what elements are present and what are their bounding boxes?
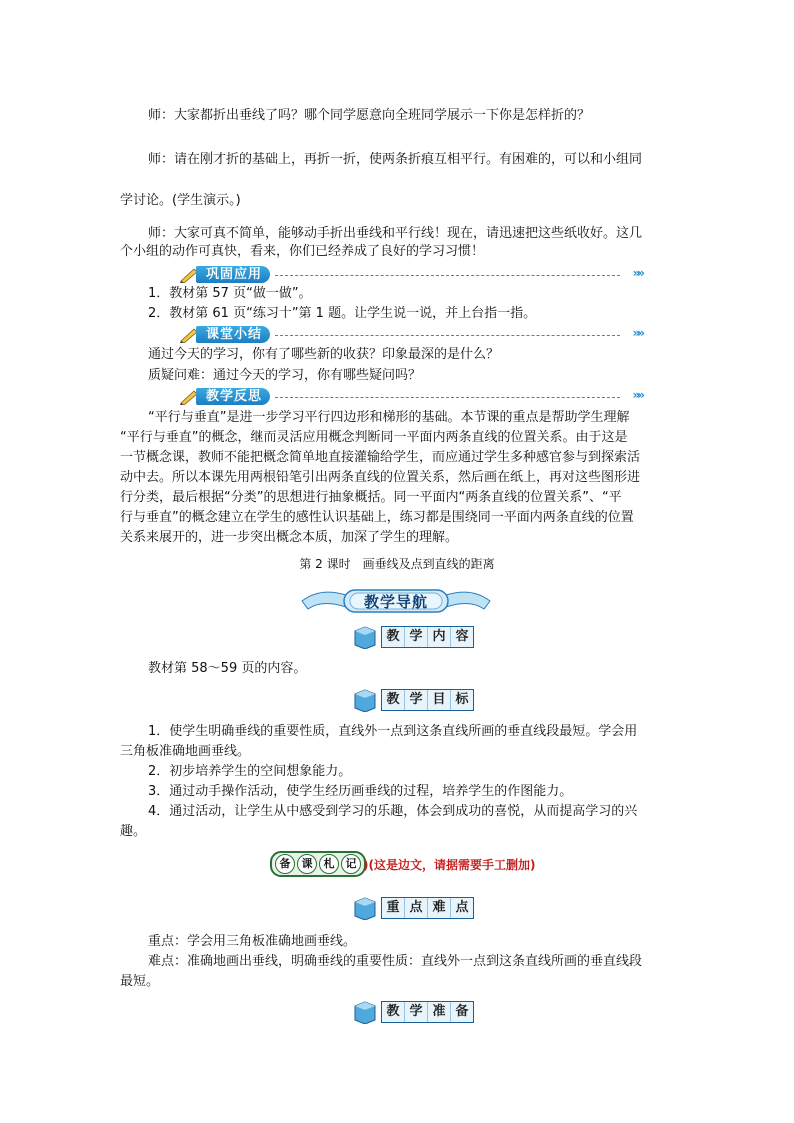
paragraph-teacher-3-line1: 师：大家可真不简单，能够动手折出垂线和平行线！现在，请迅速把这些纸收好。这几 [148, 226, 643, 241]
goal-line: 3．通过动手操作活动，使学生经历画垂线的过程，培养学生的作图能力。 [148, 784, 573, 799]
dashed-divider [275, 397, 620, 398]
reflection-line: 一节概念课，教师不能把概念简单地直接灌输给学生，而应通过学生多种感官参与到探索活 [120, 450, 641, 465]
dashed-divider [275, 335, 620, 336]
book-icon [353, 688, 377, 712]
key-point-line: 难点：准确地画出垂线，明确垂线的重要性质：直线外一点到这条直线所画的垂直线段 [148, 954, 643, 969]
list-item: 1．教材第 57 页“做一做”。 [148, 286, 312, 301]
goal-line: 趣。 [120, 824, 147, 839]
double-arrow-icon: »» [632, 326, 642, 340]
heading-char: 准 [428, 1002, 451, 1022]
heading-char: 学 [405, 1002, 428, 1022]
section-banner-reflection [180, 387, 642, 407]
double-arrow-icon: »» [632, 266, 642, 280]
heading-char: 教 [382, 1002, 405, 1022]
key-point-line: 重点：学会用三角板准确地画垂线。 [148, 934, 357, 949]
section-title: 巩固应用 [196, 266, 270, 283]
paragraph-teacher-2-line1: 师：请在刚才折的基础上，再折一折，使两条折痕互相平行。有困难的，可以和小组同 [148, 152, 643, 167]
heading-char: 学 [405, 690, 428, 710]
nav-ribbon-label: 教学导航 [363, 593, 428, 611]
goal-line: 1．使学生明确垂线的重要性质，直线外一点到这条直线所画的垂直线段最短。学会用 [148, 724, 638, 739]
heading-char: 点 [455, 900, 469, 915]
paragraph-teacher-2-line2: 学讨论。(学生演示。) [120, 193, 241, 208]
heading-char: 目 [428, 690, 451, 710]
section-title: 课堂小结 [196, 326, 270, 343]
book-icon [353, 1000, 377, 1024]
goal-line: 4．通过活动，让学生从中感受到学习的乐趣，体会到成功的喜悦，从而提高学习的兴 [148, 804, 638, 819]
reflection-line: 行与垂直”的概念建立在学生的感性认识基础上，练习都是围绕同一平面内两条直线的位置 [120, 510, 634, 525]
paragraph-teacher-3-line2: 个小组的动作可真快，看来，你们已经养成了良好的学习习惯！ [120, 244, 485, 259]
heading-char: 课 [297, 854, 317, 874]
heading-char: 学 [405, 627, 428, 647]
heading-char: 札 [319, 854, 339, 874]
list-item: 通过今天的学习，你有了哪些新的收获？印象最深的是什么？ [148, 347, 500, 362]
dashed-divider [275, 275, 620, 276]
section-banner-consolidate [180, 265, 642, 285]
heading-char: 容 [455, 629, 469, 644]
list-item: 2．教材第 61 页“练习十”第 1 题。让学生说一说，并上台指一指。 [148, 306, 537, 321]
paragraph-teacher-1: 师：大家都折出垂线了吗？哪个同学愿意向全班同学展示一下你是怎样折的？ [148, 108, 591, 123]
heading-char: 重 [382, 898, 405, 918]
heading-char: 教 [382, 627, 405, 647]
heading-char: 难 [428, 898, 451, 918]
heading-char: 备 [455, 1004, 469, 1019]
lesson-title: 第 2 课时 画垂线及点到直线的距离 [299, 557, 495, 571]
goal-line: 2．初步培养学生的空间想象能力。 [148, 764, 352, 779]
key-point-line: 最短。 [120, 974, 160, 989]
heading-char: 点 [405, 898, 428, 918]
heading-char: 内 [428, 627, 451, 647]
list-item: 质疑问难：通过今天的学习，你有哪些疑问吗？ [148, 368, 422, 383]
reflection-line: 关系来展开的，进一步突出概念本质，加深了学生的理解。 [120, 530, 459, 545]
heading-char: 记 [341, 854, 361, 874]
reflection-line: “平行与垂直”是进一步学习平行四边形和梯形的基础。本节课的重点是帮助学生理解 [148, 410, 630, 425]
section-banner-summary [180, 325, 642, 345]
heading-char: 教 [382, 690, 405, 710]
reflection-line: 行分类，最后根据“分类”的思想进行抽象概括。同一平面内“两条直线的位置关系”、“平 [120, 490, 622, 505]
sidebar-note-hint: )(这是边文，请据需要手工删加) [363, 858, 536, 872]
double-arrow-icon: »» [632, 388, 642, 402]
content-text: 教材第 58～59 页的内容。 [148, 661, 307, 676]
book-icon [353, 625, 377, 649]
reflection-line: “平行与垂直”的概念，继而灵活应用概念判断同一平面内两条直线的位置关系。由于这是 [120, 430, 628, 445]
teaching-nav-ribbon [300, 585, 492, 615]
goal-line: 三角板准确地画垂线。 [120, 744, 251, 759]
reflection-line: 动中去。所以本课先用两根铅笔引出两条直线的位置关系，然后画在纸上，再对这些图形进 [120, 470, 641, 485]
section-title: 教学反思 [196, 388, 270, 405]
heading-char: 备 [275, 854, 295, 874]
book-icon [353, 896, 377, 920]
heading-char: 标 [455, 692, 469, 707]
